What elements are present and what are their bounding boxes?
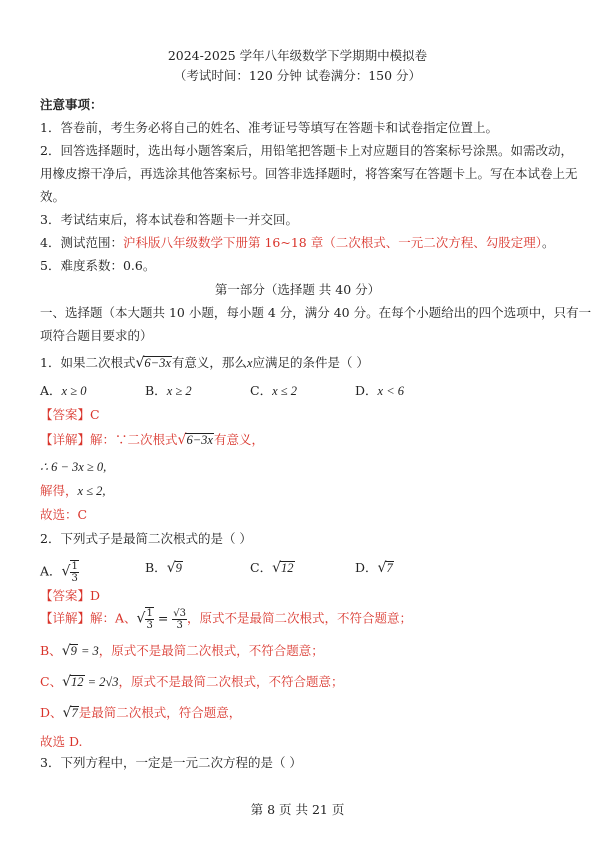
page-title: 2024-2025 学年八年级数学下学期期中模拟卷 [167, 48, 428, 63]
notice-item-2-line-2: 用橡皮擦干净后，再选涂其他答案标号。回答非选择题时，将答案写在答题卡上。写在本试卷上无 [40, 166, 578, 181]
notice-item-4-suffix: 。 [541, 235, 555, 250]
question-2-answer: 【答案】D [40, 588, 101, 603]
question-2-stem: 2．下列式子是最简二次根式的是（ ） [40, 531, 252, 546]
question-2-detail-a: 【详解】解：A、√ $\frac{1}{3}$ = $\frac{√3}{3}$ ，原式不是最简二次根式，不符合题意； [40, 607, 413, 631]
test-range: 沪科版八年级数学下册第 16~18 章（二次根式、一元二次方程、勾股定理） [122, 235, 542, 250]
part-1-instructions-line-2: 项符合题目要求的） [40, 328, 153, 343]
question-2-detail-d: D、√7是最简二次根式，符合题意， [40, 705, 242, 721]
option-d[interactable]: D．x < 6 [355, 383, 405, 398]
question-2-conclusion: 故选 D. [40, 734, 83, 749]
notice-item-5: 5．难度系数：0.6。 [40, 258, 156, 273]
option-d[interactable]: D．√7 [355, 560, 393, 576]
part-1-title: 第一部分（选择题 共 40 分） [214, 282, 381, 297]
notice-item-4-prefix: 4．测试范围： [40, 235, 123, 250]
question-1-detail: 【详解】解：∵二次根式√6−3x有意义， [40, 432, 264, 448]
option-b[interactable]: B．√9 [145, 560, 182, 576]
question-1-stem: 1．如果二次根式√6−3x有意义，那么x应满足的条件是（ ） [40, 355, 369, 371]
question-2-detail-b: B、√9 = 3，原式不是最简二次根式，不符合题意； [40, 643, 324, 659]
radical-expression: 6−3x [144, 356, 171, 370]
notice-item-2-line-3: 效。 [40, 189, 66, 204]
option-c[interactable]: C．x ≤ 2 [250, 383, 297, 398]
question-1-options [40, 383, 560, 399]
question-2-options [40, 555, 560, 584]
notice-heading: 注意事项： [40, 97, 103, 112]
notice-item-4 [40, 235, 554, 251]
option-a[interactable]: A．x ≥ 0 [40, 383, 87, 398]
option-b[interactable]: B．x ≥ 2 [145, 383, 192, 398]
page-number: 第 8 页 共 21 页 [250, 802, 345, 817]
page-subtitle: （考试时间：120 分钟 试卷满分：150 分） [173, 68, 422, 83]
part-1-instructions-line-1: 一、选择题（本大题共 10 小题，每小题 4 分，满分 40 分。在每个小题给出的四个选项中，只有一 [40, 305, 592, 320]
notice-item-2-line-1: 2．回答选择题时，选出每小题答案后，用铅笔把答题卡上对应题目的答案标号涂黑。如需改动， [40, 143, 573, 158]
notice-item-3: 3．考试结束后，将本试卷和答题卡一并交回。 [40, 212, 298, 227]
option-a[interactable]: A．√ $\frac{1}{3}$ [40, 561, 78, 584]
question-1-answer: 【答案】C [40, 407, 100, 422]
question-3-stem: 3．下列方程中，一定是一元二次方程的是（ ） [40, 755, 302, 770]
question-1-step-1: ∴ 6 − 3x ≥ 0, [40, 460, 107, 474]
question-2-detail-c: C、√12 = 2√3，原式不是最简二次根式，不符合题意； [40, 674, 344, 690]
notice-item-1: 1．答卷前，考生务必将自己的姓名、准考证号等填写在答题卡和试卷指定位置上。 [40, 120, 498, 135]
option-c[interactable]: C．√12 [250, 560, 294, 576]
question-1-step-2: 解得，x ≤ 2, [40, 483, 106, 498]
question-1-conclusion: 故选：C [40, 507, 88, 522]
